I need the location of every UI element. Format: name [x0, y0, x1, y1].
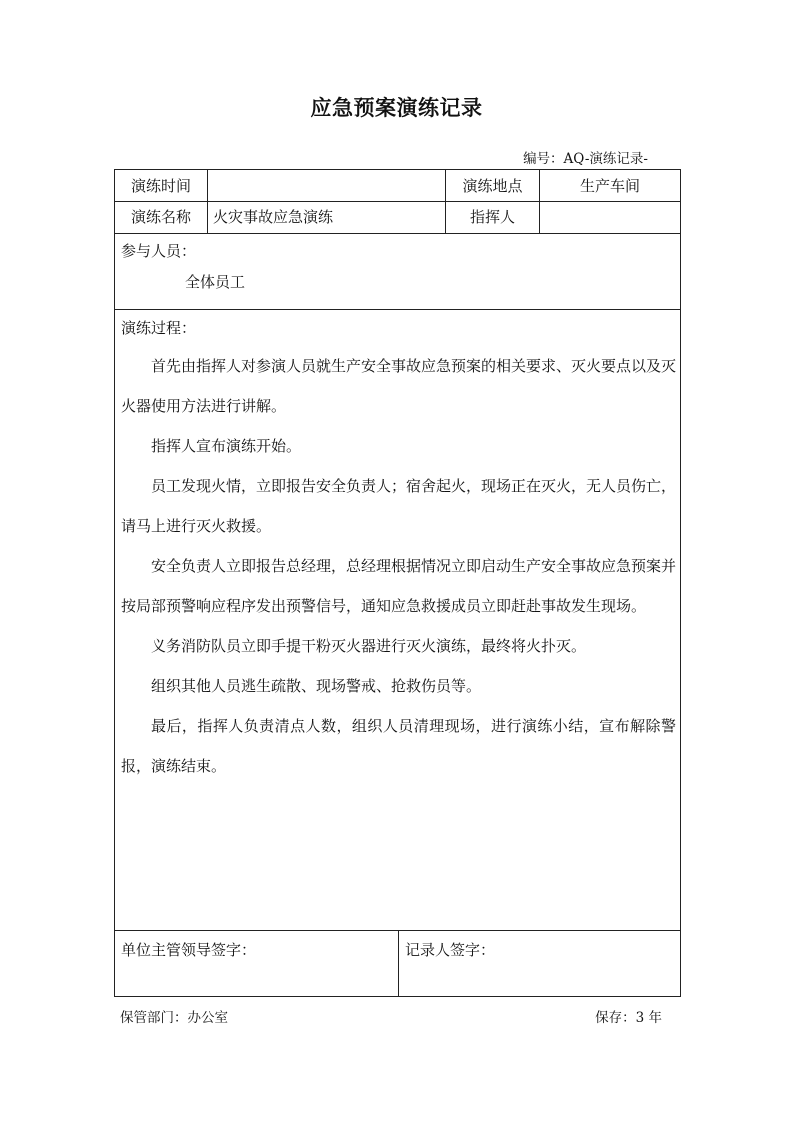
recorder-signature-label: 记录人签字： — [405, 941, 496, 959]
drill-name-value: 火灾事故应急演练 — [213, 208, 334, 226]
leader-signature-label: 单位主管领导签字： — [121, 941, 257, 959]
process-paragraph: 义务消防队员立即手提干粉灭火器进行灭火演练，最终将火扑灭。 — [151, 637, 587, 655]
record-table — [114, 169, 681, 997]
serial-number: 编号：AQ-演练记录- — [523, 151, 648, 167]
process-paragraph: 安全负责人立即报告总经理，总经理根据情况立即启动生产安全事故应急预案并按局部预警响应程序发出预警信号，通知应急救援成员立即赶赴事故发生现场。 — [121, 557, 677, 615]
col-divider — [207, 170, 208, 233]
process-paragraph: 最后，指挥人负责清点人数，组织人员清理现场，进行演练小结，宣布解除警报，演练结束。 — [121, 717, 676, 775]
drill-process-section — [121, 318, 676, 786]
row-divider — [115, 233, 680, 234]
drill-location-value: 生产车间 — [579, 177, 640, 195]
process-paragraph: 员工发现火情，立即报告安全负责人；宿舍起火，现场正在灭火，无人员伤亡，请马上进行灭火救援。 — [121, 477, 677, 535]
document-title: 应急预案演练记录 — [310, 96, 483, 120]
drill-location-label: 演练地点 — [462, 177, 523, 195]
drill-name-label: 演练名称 — [130, 208, 191, 226]
participants-label: 参与人员： — [121, 242, 197, 260]
retention-period: 保存：3 年 — [595, 1010, 662, 1026]
drill-time-label: 演练时间 — [130, 177, 191, 195]
participants-value: 全体员工 — [185, 273, 246, 291]
process-paragraph: 组织其他人员逃生疏散、现场警戒、抢救伤员等。 — [151, 677, 482, 695]
row-divider — [115, 309, 680, 310]
custodian-department: 保管部门：办公室 — [120, 1010, 228, 1026]
process-paragraph: 首先由指挥人对参演人员就生产安全事故应急预案的相关要求、灭火要点以及灭火器使用方法进行讲解。 — [121, 357, 677, 415]
row-divider — [115, 201, 680, 202]
commander-label: 指挥人 — [469, 208, 515, 226]
col-divider — [398, 930, 399, 996]
process-label: 演练过程： — [121, 319, 197, 337]
process-paragraph: 指挥人宣布演练开始。 — [151, 437, 302, 455]
